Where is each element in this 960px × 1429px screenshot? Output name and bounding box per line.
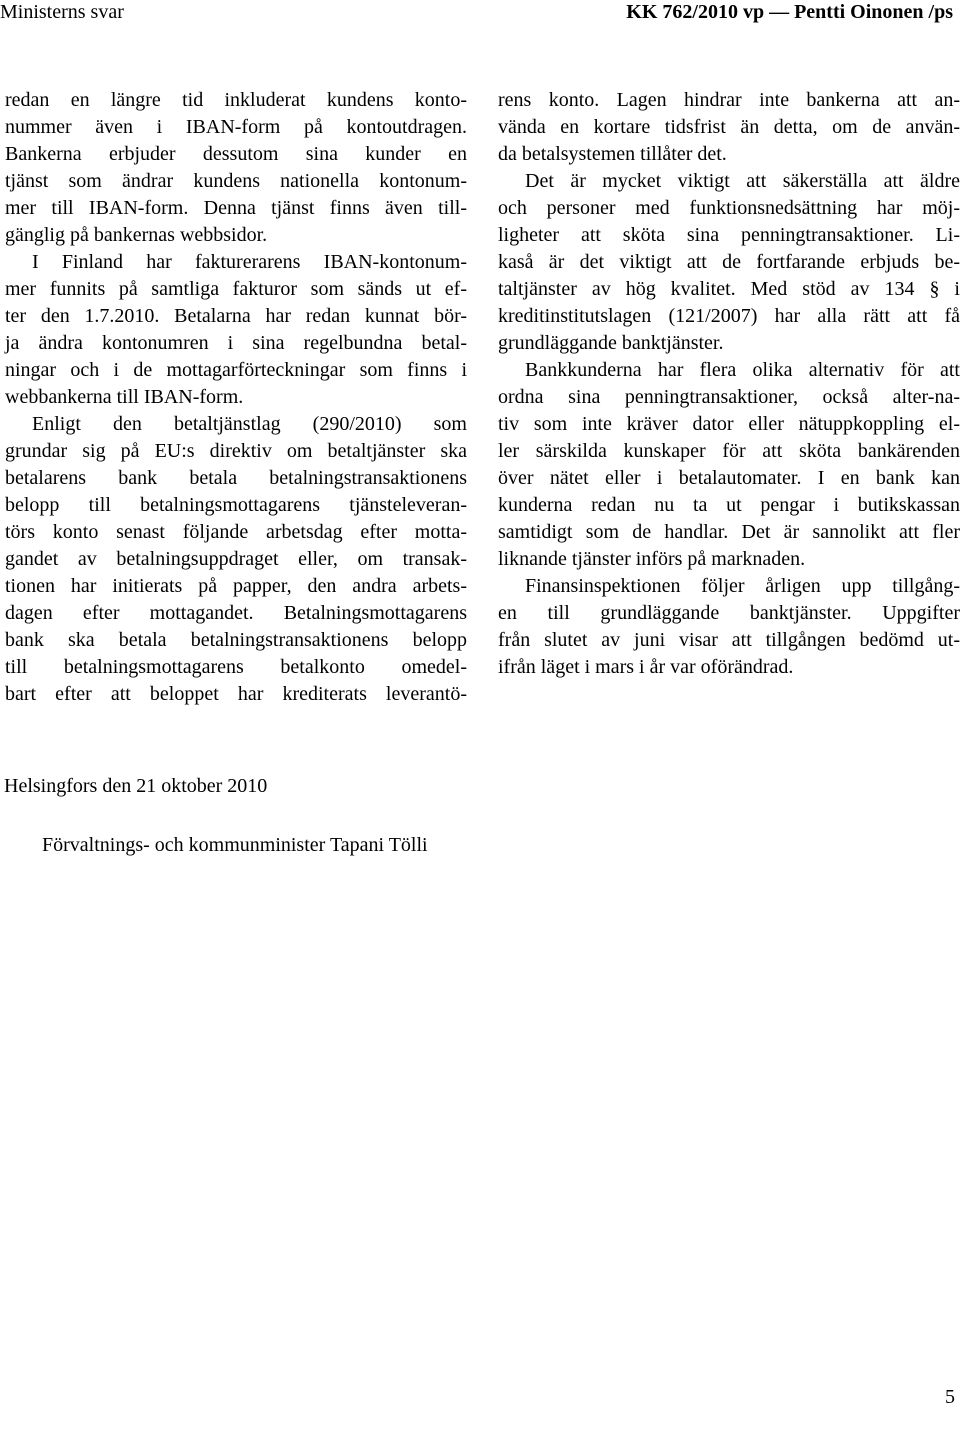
- text-line: tjänst som ändrar kundens nationella kontonum-: [5, 170, 467, 192]
- text-line: gänglig på bankernas webbsidor.: [5, 224, 268, 246]
- text-line: från slutet av juni visar att tillgången bedömd ut-: [498, 629, 960, 651]
- text-line: Bankkunderna har flera olika alternativ för att: [525, 359, 960, 381]
- place-and-date: Helsingfors den 21 oktober 2010: [4, 775, 268, 797]
- header-document-reference: KK 762/2010 vp — Pentti Oinonen /ps: [626, 1, 953, 23]
- text-line: tionen har initierats på papper, den andra arbets-: [5, 575, 467, 597]
- text-line: mer funnits på samtliga fakturor som sänds ut ef-: [5, 278, 467, 300]
- text-line: mer till IBAN-form. Denna tjänst finns även till-: [5, 197, 467, 219]
- text-line: kunderna redan nu ta ut pengar i butikskassan: [498, 494, 960, 516]
- page-number: 5: [945, 1386, 955, 1408]
- signature-line: Förvaltnings- och kommunminister Tapani Tölli: [42, 834, 428, 856]
- text-line: redan en längre tid inkluderat kundens konto-: [5, 89, 467, 111]
- text-line: grundläggande banktjänster.: [498, 332, 724, 354]
- text-line: nummer även i IBAN-form på kontoutdragen.: [5, 116, 467, 138]
- text-line: ifrån läget i mars i år var oförändrad.: [498, 656, 794, 678]
- text-line: da betalsystemen tillåter det.: [498, 143, 727, 165]
- text-line: ningar och i de mottagarförteckningar som finns i: [5, 359, 467, 381]
- text-line: en till grundläggande banktjänster. Uppgifter: [498, 602, 960, 624]
- text-line: bart efter att beloppet har krediterats leverantö-: [5, 683, 467, 705]
- text-line: taltjänster av hög kvalitet. Med stöd av 134 § i: [498, 278, 960, 300]
- text-line: bank ska betala betalningstransaktionens belopp: [5, 629, 467, 651]
- text-line: gandet av betalningsuppdraget eller, om transak-: [5, 548, 467, 570]
- text-line: och personer med funktionsnedsättning har möj-: [498, 197, 960, 219]
- text-line: grundar sig på EU:s direktiv om betaltjänster ska: [5, 440, 467, 462]
- text-line: kaså är det viktigt att de fortfarande erbjuds be-: [498, 251, 960, 273]
- text-line: webbankerna till IBAN-form.: [5, 386, 244, 408]
- page-header: [0, 0, 960, 24]
- text-line: ler särskilda kunskaper för att sköta bankärenden: [498, 440, 960, 462]
- text-line: belopp till betalningsmottagarens tjänsteleveran-: [5, 494, 467, 516]
- text-line: ter den 1.7.2010. Betalarna har redan kunnat bör-: [5, 305, 467, 327]
- text-line: liknande tjänster införs på marknaden.: [498, 548, 806, 570]
- text-line: törs konto senast följande arbetsdag efter motta-: [5, 521, 467, 543]
- text-line: Bankerna erbjuder dessutom sina kunder en: [5, 143, 467, 165]
- left-text-column: [5, 87, 467, 708]
- text-line: rens konto. Lagen hindrar inte bankerna att an-: [498, 89, 960, 111]
- text-line: kreditinstitutslagen (121/2007) har alla rätt att få: [498, 305, 960, 327]
- text-line: tiv som inte kräver dator eller nätuppkoppling el-: [498, 413, 960, 435]
- text-line: samtidigt som de handlar. Det är sannolikt att fler: [498, 521, 960, 543]
- text-line: till betalningsmottagarens betalkonto omedel-: [5, 656, 467, 678]
- text-line: betalarens bank betala betalningstransaktionens: [5, 467, 467, 489]
- text-line: Enligt den betaltjänstlag (290/2010) som: [32, 413, 467, 435]
- text-line: ordna sina penningtransaktioner, också alter-na-: [498, 386, 960, 408]
- text-line: ligheter att sköta sina penningtransaktioner. Li-: [498, 224, 960, 246]
- text-line: Finansinspektionen följer årligen upp tillgång-: [525, 575, 960, 597]
- header-section-title: Ministerns svar: [0, 1, 124, 23]
- text-line: Det är mycket viktigt att säkerställa att äldre: [525, 170, 960, 192]
- text-line: vända en kortare tidsfrist än detta, om de använ-: [498, 116, 960, 138]
- right-text-column: [498, 87, 960, 681]
- text-line: dagen efter mottagandet. Betalningsmottagarens: [5, 602, 467, 624]
- text-line: I Finland har fakturerarens IBAN-kontonum-: [32, 251, 467, 273]
- text-line: över nätet eller i betalautomater. I en bank kan: [498, 467, 960, 489]
- text-line: ja ändra kontonumren i sina regelbundna betal-: [5, 332, 467, 354]
